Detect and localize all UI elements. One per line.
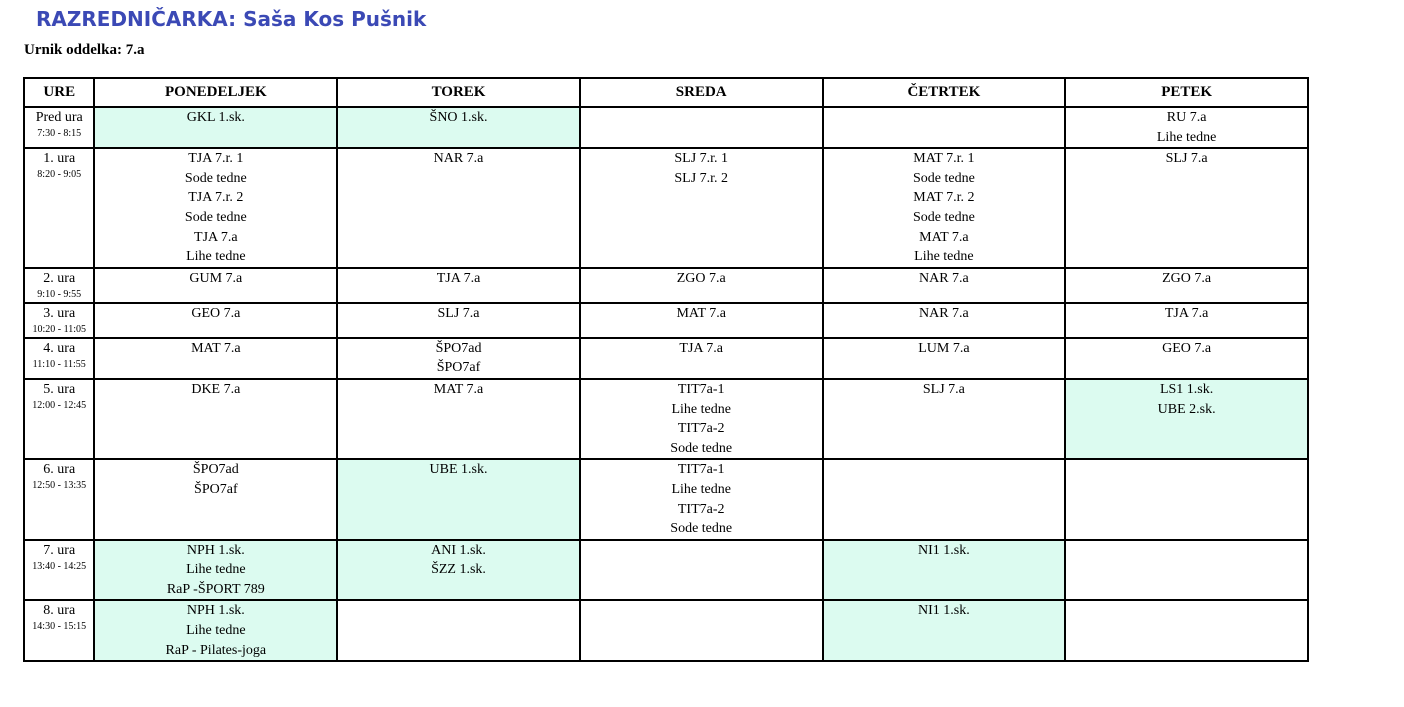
lesson-entry: Lihe tedne [914,249,974,265]
period-cell [24,338,94,379]
lesson-cell-thursday[interactable] [823,303,1066,338]
header-ure: URE [24,78,94,107]
lesson-cell-friday[interactable] [1065,338,1308,379]
lesson-cell-monday[interactable] [94,600,337,661]
lesson-entry: NPH 1.sk. [186,542,245,558]
lesson-entry: NAR 7.a [433,151,484,167]
timetable-row [24,148,1308,268]
lesson-cell-thursday[interactable] [823,600,1066,661]
lesson-cell-monday[interactable] [94,459,337,539]
lesson-cell-wednesday [580,600,823,661]
lesson-cell-thursday[interactable] [823,268,1066,303]
lesson-cell-wednesday[interactable] [580,338,823,379]
lesson-entry: Sode tedne [184,170,247,186]
period-time: 12:50 - 13:35 [32,480,87,492]
lesson-entry: MAT 7.a [676,305,726,321]
lesson-cell-monday[interactable] [94,107,337,148]
header-monday: PONEDELJEK [94,78,337,107]
period-time: 8:20 - 9:05 [37,169,82,181]
period-label: 3. ura [43,305,76,321]
lesson-cell-monday[interactable] [94,338,337,379]
lesson-cell-tuesday[interactable] [337,459,580,539]
lesson-entry: SLJ 7.a [1165,151,1208,167]
lesson-cell-monday[interactable] [94,379,337,459]
lesson-cell-thursday[interactable] [823,338,1066,379]
lesson-cell-monday[interactable] [94,303,337,338]
lesson-cell-thursday[interactable] [823,379,1066,459]
lesson-cell-monday[interactable] [94,540,337,601]
lesson-entry: TIT7a-1 [677,381,725,397]
lesson-entry: NI1 1.sk. [918,542,970,558]
period-time: 10:20 - 11:05 [32,323,86,335]
header-wednesday: SREDA [580,78,823,107]
teacher-title: RAZREDNIČARKA: Saša Kos Pušnik [36,7,427,31]
period-cell [24,540,94,601]
timetable-row [24,459,1308,539]
period-cell [24,107,94,148]
lesson-cell-tuesday [337,600,580,661]
lesson-entry: ŠPO7ad [192,462,239,478]
timetable-row [24,107,1308,148]
lesson-entry: TJA 7.a [436,270,481,286]
lesson-entry: Sode tedne [912,170,975,186]
timetable-row [24,379,1308,459]
lesson-entry: Lihe tedne [1156,129,1217,145]
period-time: 7:30 - 8:15 [37,128,82,139]
lesson-cell-friday[interactable] [1065,303,1308,338]
lesson-entry: TJA 7.r. 2 [188,190,244,206]
lesson-entry: MAT 7.a [433,381,484,397]
period-label: 8. ura [43,603,76,619]
header-tuesday: TOREK [337,78,580,107]
lesson-entry: SLJ 7.a [437,305,480,321]
lesson-entry: TJA 7.r. 1 [188,151,244,167]
lesson-entry: LUM 7.a [918,340,970,356]
period-cell [24,600,94,661]
lesson-entry: DKE 7.a [191,381,241,397]
lesson-cell-monday[interactable] [94,268,337,303]
lesson-entry: RaP -ŠPORT 789 [166,581,265,597]
lesson-cell-tuesday[interactable] [337,107,580,148]
lesson-cell-thursday [823,459,1066,539]
lesson-entry: ZGO 7.a [676,270,726,286]
lesson-cell-friday[interactable] [1065,107,1308,148]
lesson-entry: Sode tedne [670,440,733,456]
period-label: 6. ura [43,462,76,478]
lesson-entry: SLJ 7.r. 2 [674,170,729,186]
header-thursday: ČETRTEK [823,78,1066,107]
lesson-entry: ANI 1.sk. [431,542,486,558]
timetable-row [24,303,1308,338]
timetable-row [24,268,1308,303]
lesson-cell-tuesday[interactable] [337,303,580,338]
lesson-cell-tuesday[interactable] [337,540,580,601]
period-label: 4. ura [43,340,76,356]
period-label: Pred ura [35,110,83,125]
lesson-entry: GEO 7.a [1162,340,1212,356]
lesson-cell-thursday [823,107,1066,148]
lesson-cell-wednesday [580,540,823,601]
lesson-entry: TJA 7.a [679,340,723,356]
lesson-cell-tuesday[interactable] [337,148,580,268]
lesson-entry: TIT7a-2 [677,501,725,517]
lesson-cell-thursday[interactable] [823,148,1066,268]
lesson-entry: ŠZZ 1.sk. [431,562,486,578]
lesson-entry: NAR 7.a [919,305,969,321]
lesson-entry: TJA 7.a [194,229,238,245]
lesson-entry: MAT 7.r. 1 [913,151,975,167]
timetable-body [24,107,1308,661]
lesson-entry: Lihe tedne [671,481,731,497]
timetable [23,77,1309,662]
lesson-cell-wednesday[interactable] [580,148,823,268]
lesson-entry: RaP - Pilates-joga [165,642,267,658]
lesson-entry: NI1 1.sk. [918,603,970,619]
period-cell [24,148,94,268]
period-time: 13:40 - 14:25 [32,560,87,572]
lesson-entry: Sode tedne [912,209,975,225]
lesson-entry: GEO 7.a [191,305,241,321]
lesson-entry: UBE 2.sk. [1157,401,1216,417]
lesson-cell-thursday[interactable] [823,540,1066,601]
lesson-cell-tuesday[interactable] [337,338,580,379]
period-cell [24,268,94,303]
lesson-entry: Lihe tedne [186,562,246,578]
timetable-header-row [24,78,1308,107]
lesson-cell-friday[interactable] [1065,379,1308,459]
lesson-cell-wednesday[interactable] [580,459,823,539]
lesson-entry: NAR 7.a [919,270,969,286]
period-label: 2. ura [43,270,76,286]
lesson-cell-tuesday[interactable] [337,268,580,303]
lesson-cell-wednesday[interactable] [580,379,823,459]
lesson-entry: Sode tedne [670,521,733,537]
lesson-cell-friday [1065,459,1308,539]
timetable-row [24,540,1308,601]
lesson-cell-monday[interactable] [94,148,337,268]
lesson-entry: Lihe tedne [671,401,731,417]
lesson-cell-friday [1065,600,1308,661]
lesson-entry: GUM 7.a [189,270,243,286]
period-time: 12:00 - 12:45 [32,399,87,411]
timetable-row [24,600,1308,661]
lesson-entry: ZGO 7.a [1162,270,1212,286]
lesson-entry: TIT7a-2 [677,421,725,437]
lesson-entry: NPH 1.sk. [186,603,245,619]
lesson-entry: MAT 7.r. 2 [913,190,975,206]
lesson-entry: MAT 7.a [191,340,241,356]
class-schedule-label: Urnik oddelka: 7.a [24,42,145,58]
lesson-entry: RU 7.a [1166,110,1207,125]
lesson-entry: UBE 1.sk. [429,462,488,478]
period-time: 14:30 - 15:15 [32,621,87,633]
period-cell [24,379,94,459]
lesson-entry: Lihe tedne [186,249,246,265]
period-cell [24,303,94,338]
lesson-cell-friday [1065,540,1308,601]
period-time: 11:10 - 11:55 [32,358,86,370]
lesson-entry: TJA 7.a [1164,305,1209,321]
lesson-entry: LS1 1.sk. [1159,381,1214,397]
header-friday: PETEK [1065,78,1308,107]
lesson-cell-tuesday[interactable] [337,379,580,459]
lesson-cell-wednesday[interactable] [580,268,823,303]
lesson-entry: SLJ 7.a [922,381,965,397]
lesson-cell-wednesday[interactable] [580,303,823,338]
lesson-entry: Lihe tedne [186,623,246,639]
lesson-entry: MAT 7.a [919,229,969,245]
period-label: 1. ura [43,151,76,167]
lesson-entry: GKL 1.sk. [186,110,245,125]
lesson-cell-friday[interactable] [1065,148,1308,268]
period-label: 5. ura [43,381,76,397]
lesson-entry: TIT7a-1 [677,462,725,478]
lesson-entry: ŠNO 1.sk. [429,110,488,125]
lesson-entry: ŠPO7ad [435,340,482,356]
lesson-entry: Sode tedne [184,209,247,225]
period-time: 9:10 - 9:55 [37,288,82,300]
period-cell [24,459,94,539]
lesson-entry: SLJ 7.r. 1 [674,151,729,167]
lesson-cell-wednesday [580,107,823,148]
lesson-entry: ŠPO7af [436,360,481,376]
period-label: 7. ura [43,542,76,558]
timetable-row [24,338,1308,379]
lesson-cell-friday[interactable] [1065,268,1308,303]
lesson-entry: ŠPO7af [194,481,238,497]
